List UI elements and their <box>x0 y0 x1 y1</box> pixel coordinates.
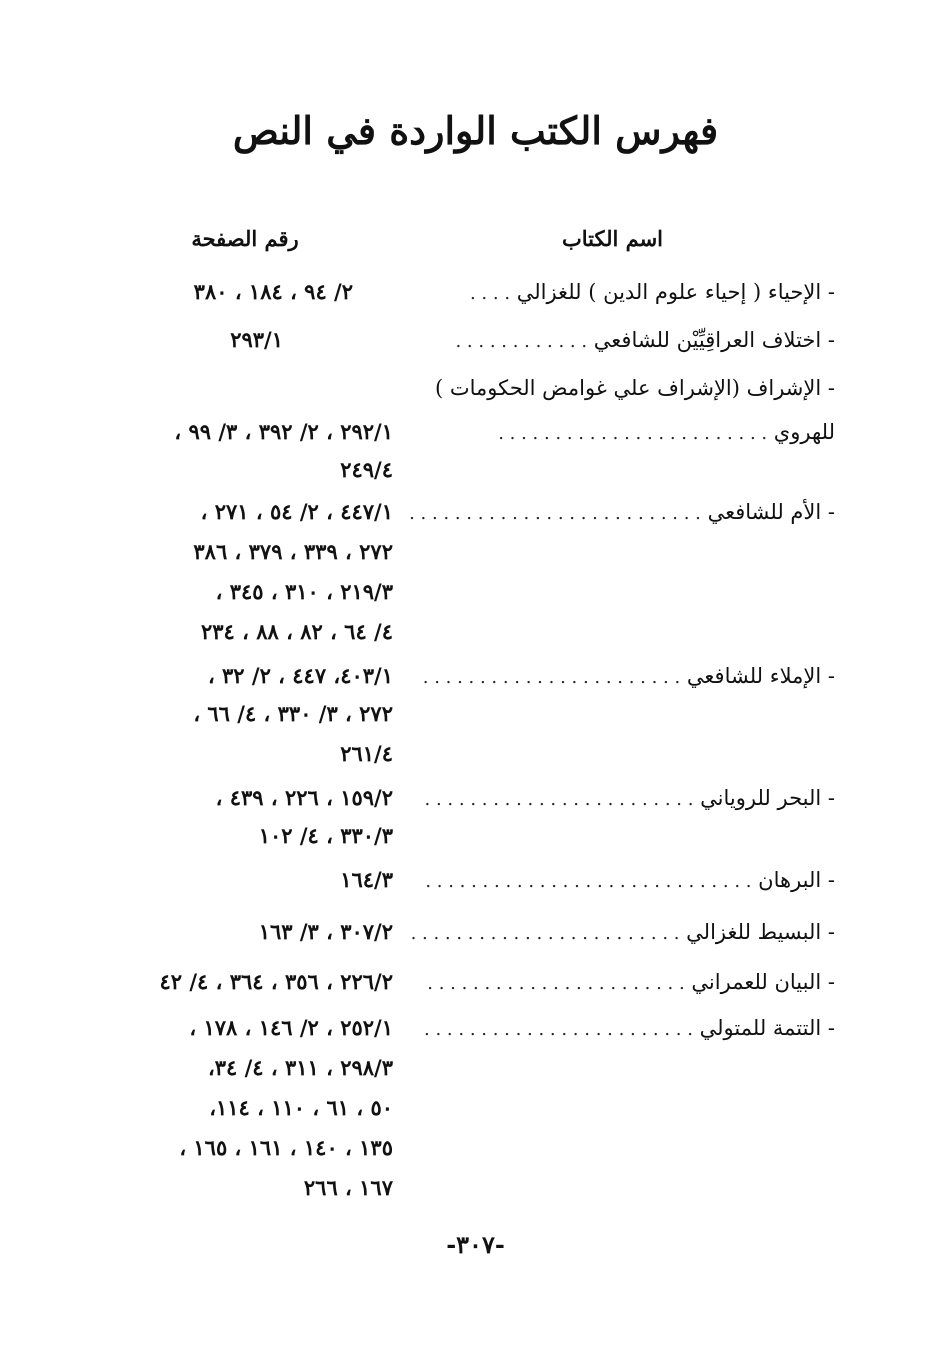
page-refs: ١٥٩/٢ ، ٢٢٦ ، ٤٣٩ ، <box>215 785 393 810</box>
index-entry <box>0 860 951 900</box>
book-title: - التتمة للمتولي . . . . . . . . . . . . . . . . . . . . . . . . <box>424 1016 835 1040</box>
index-entry-continuation <box>0 1168 951 1208</box>
page-refs: ٢٩٨/٣ ، ٣١١ ، ٤/ ٣٤، <box>207 1055 393 1080</box>
page-refs: ٢٥٢/١ ، ٢/ ١٤٦ ، ١٧٨ ، <box>189 1015 393 1040</box>
page-refs: ٢٩٣/١ <box>230 327 283 352</box>
index-entry-continuation <box>0 1048 951 1088</box>
index-entry-continuation <box>0 532 951 572</box>
page-refs: ٤٤٧/١ ، ٢/ ٥٤ ، ٢٧١ ، <box>200 499 393 524</box>
index-entry <box>0 320 951 360</box>
book-title: - الإملاء للشافعي . . . . . . . . . . . . . . . . . . . . . . . <box>422 664 835 688</box>
index-entry <box>0 412 951 452</box>
index-entry <box>0 912 951 952</box>
index-entry-continuation <box>0 1128 951 1168</box>
page-refs: ٣٣٠/٣ ، ٤/ ١٠٢ <box>258 823 393 848</box>
index-entry-continuation <box>0 816 951 856</box>
book-title: - البحر للروياني . . . . . . . . . . . . . . . . . . . . . . . . <box>424 786 835 810</box>
page-refs: ١٦٤/٣ <box>340 867 393 892</box>
index-entry <box>0 368 951 408</box>
page-refs: ١٦٧ ، ٢٦٦ <box>303 1175 393 1200</box>
book-title: - الإحياء ( إحياء علوم الدين ) للغزالي . . . . <box>469 280 835 304</box>
index-entry-continuation <box>0 612 951 652</box>
index-entry <box>0 1008 951 1048</box>
index-entry <box>0 778 951 818</box>
page-refs: ٤/ ٦٤ ، ٨٢ ، ٨٨ ، ٢٣٤ <box>200 619 393 644</box>
page-refs: ٤٠٣/١، ٤٤٧ ، ٢/ ٣٢ ، <box>207 663 393 688</box>
book-title: - الإشراف (الإشراف علي غوامض الحكومات ) <box>434 376 835 400</box>
page-refs: ١٣٥ ، ١٤٠ ، ١٦١ ، ١٦٥ ، <box>179 1135 393 1160</box>
index-entry-continuation <box>0 572 951 612</box>
book-title: للهروي . . . . . . . . . . . . . . . . . . . . . . . . <box>498 420 835 444</box>
book-title: - البيان للعمراني . . . . . . . . . . . . . . . . . . . . . . . <box>427 970 835 994</box>
index-entry <box>0 272 951 312</box>
page-refs: ٢١٩/٣ ، ٣١٠ ، ٣٤٥ ، <box>215 579 393 604</box>
index-entry-continuation <box>0 450 951 490</box>
page-refs: ٢٧٢ ، ٣٣٩ ، ٣٧٩ ، ٣٨٦ <box>193 539 393 564</box>
index-entry <box>0 656 951 696</box>
page-refs: ٢٤٩/٤ <box>340 457 393 482</box>
page-refs: ٢/ ٩٤ ، ١٨٤ ، ٣٨٠ <box>193 279 353 304</box>
index-entry <box>0 492 951 532</box>
book-title: - اختلاف العراقِيِّيْن للشافعي . . . . . . . . . . . . <box>455 328 835 352</box>
page-title: فهرس الكتب الواردة في النص <box>232 108 719 153</box>
book-name-header: اسم الكتاب <box>561 226 664 251</box>
index-entry <box>0 962 951 1002</box>
book-title: - البسيط للغزالي . . . . . . . . . . . . . . . . . . . . . . . . <box>410 920 835 944</box>
page-refs: ٢٢٦/٢ ، ٣٥٦ ، ٣٦٤ ، ٤/ ٤٢ <box>159 969 393 994</box>
page-refs: ٢٧٢ ، ٣/ ٣٣٠ ، ٤/ ٦٦ ، <box>193 701 393 726</box>
page-refs: ٥٠ ، ٦١ ، ١١٠ ، ١١٤، <box>209 1095 393 1120</box>
page-refs: ٢٦١/٤ <box>340 741 393 766</box>
page-refs: ٢٩٢/١ ، ٢/ ٣٩٢ ، ٣/ ٩٩ ، <box>174 419 393 444</box>
index-entry-continuation <box>0 694 951 734</box>
book-title: - البرهان . . . . . . . . . . . . . . . . . . . . . . . . . . . . . <box>425 868 835 892</box>
book-title: - الأم للشافعي . . . . . . . . . . . . . . . . . . . . . . . . . . <box>409 500 835 524</box>
page-refs: ٣٠٧/٢ ، ٣/ ١٦٣ <box>258 919 393 944</box>
index-entry-continuation <box>0 1088 951 1128</box>
page-number: -٣٠٧- <box>446 1230 505 1259</box>
index-entry-continuation <box>0 734 951 774</box>
page-number-header: رقم الصفحة <box>191 226 299 251</box>
